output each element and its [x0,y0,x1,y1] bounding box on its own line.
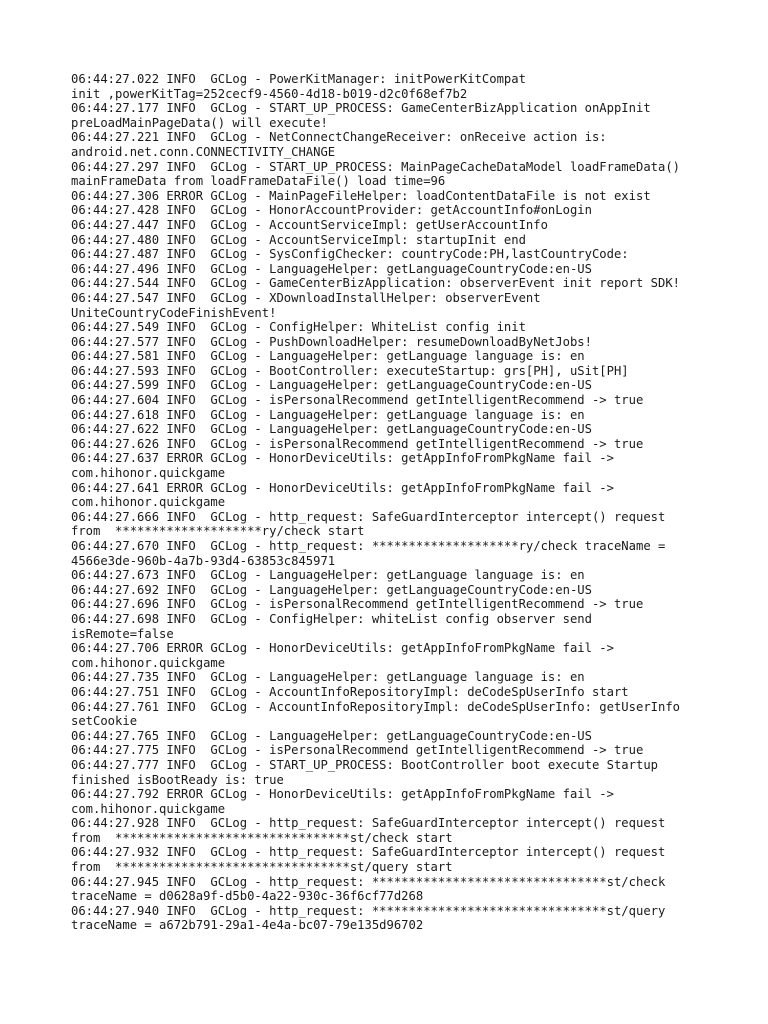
log-line: from ********************************st/check start [71,830,453,845]
log-line: 06:44:27.940 INFO GCLog - http_request: ********************************st/query [71,903,666,918]
log-line: 06:44:27.544 INFO GCLog - GameCenterBizApplication: observerEvent init report SDK! [71,276,681,291]
log-line: 06:44:27.792 ERROR GCLog - HonorDeviceUtils: getAppInfoFromPkgName fail -> [71,787,614,802]
log-line: 06:44:27.599 INFO GCLog - LanguageHelper: getLanguageCountryCode:en-US [71,378,592,393]
log-line: traceName = d0628a9f-d5b0-4a22-930c-36f6cf77d268 [71,889,424,904]
log-line: 06:44:27.761 INFO GCLog - AccountInfoRepositoryImpl: deCodeSpUserInfo: getUserInfo [71,699,681,714]
log-line: 06:44:27.706 ERROR GCLog - HonorDeviceUtils: getAppInfoFromPkgName fail -> [71,641,614,656]
log-line: 06:44:27.932 INFO GCLog - http_request: SafeGuardInterceptor intercept() request [71,845,666,860]
log-line: 06:44:27.622 INFO GCLog - LanguageHelper: getLanguageCountryCode:en-US [71,422,592,437]
log-document [71,72,751,933]
log-line: com.hihonor.quickgame [71,655,226,670]
log-line: finished isBootReady is: true [71,772,284,787]
log-line: from ********************************st/query start [71,860,453,875]
log-line: traceName = a672b791-29a1-4e4a-bc07-79e135d96702 [71,918,424,933]
log-line: 06:44:27.577 INFO GCLog - PushDownloadHelper: resumeDownloadByNetJobs! [71,334,592,349]
log-line: 06:44:27.297 INFO GCLog - START_UP_PROCESS: MainPageCacheDataModel loadFrameData() [71,159,681,174]
log-line: 06:44:27.480 INFO GCLog - AccountServiceImpl: startupInit end [71,232,526,247]
log-line: 06:44:27.692 INFO GCLog - LanguageHelper: getLanguageCountryCode:en-US [71,582,592,597]
log-line: 06:44:27.428 INFO GCLog - HonorAccountProvider: getAccountInfo#onLogin [71,203,592,218]
log-line: 06:44:27.641 ERROR GCLog - HonorDeviceUtils: getAppInfoFromPkgName fail -> [71,480,614,495]
log-line: 06:44:27.698 INFO GCLog - ConfigHelper: whiteList config observer send [71,611,592,626]
log-line: 06:44:27.928 INFO GCLog - http_request: SafeGuardInterceptor intercept() request [71,816,666,831]
log-line: isRemote=false [71,626,174,641]
log-line: from ********************ry/check start [71,524,365,539]
log-line: 06:44:27.696 INFO GCLog - isPersonalRecommend getIntelligentRecommend -> true [71,597,644,612]
log-line: 06:44:27.765 INFO GCLog - LanguageHelper: getLanguageCountryCode:en-US [71,728,592,743]
log-line: 06:44:27.775 INFO GCLog - isPersonalRecommend getIntelligentRecommend -> true [71,743,644,758]
log-line: 06:44:27.593 INFO GCLog - BootController: executeStartup: grs[PH], uSit[PH] [71,363,629,378]
log-line: 06:44:27.751 INFO GCLog - AccountInfoRepositoryImpl: deCodeSpUserInfo start [71,684,629,699]
log-line: 06:44:27.306 ERROR GCLog - MainPageFileHelper: loadContentDataFile is not exist [71,188,651,203]
log-line: UniteCountryCodeFinishEvent! [71,305,277,320]
log-line: 06:44:27.549 INFO GCLog - ConfigHelper: WhiteList config init [71,320,526,335]
log-line: 06:44:27.945 INFO GCLog - http_request: ********************************st/check [71,874,666,889]
log-line: com.hihonor.quickgame [71,801,226,816]
log-line: 06:44:27.673 INFO GCLog - LanguageHelper: getLanguage language is: en [71,568,585,583]
log-line: 06:44:27.447 INFO GCLog - AccountServiceImpl: getUserAccountInfo [71,217,548,232]
log-line: com.hihonor.quickgame [71,466,226,481]
log-line: mainFrameData from loadFrameDataFile() load time=96 [71,174,446,189]
log-line: 06:44:27.487 INFO GCLog - SysConfigChecker: countryCode:PH,lastCountryCode: [71,247,629,262]
log-line: setCookie [71,714,138,729]
log-line: 4566e3de-960b-4a7b-93d4-63853c845971 [71,553,336,568]
log-line: 06:44:27.626 INFO GCLog - isPersonalRecommend getIntelligentRecommend -> true [71,436,644,451]
log-line: 06:44:27.547 INFO GCLog - XDownloadInstallHelper: observerEvent [71,290,541,305]
log-line: android.net.conn.CONNECTIVITY_CHANGE [71,144,336,159]
log-line: 06:44:27.618 INFO GCLog - LanguageHelper: getLanguage language is: en [71,407,585,422]
log-line: 06:44:27.666 INFO GCLog - http_request: SafeGuardInterceptor intercept() request [71,509,666,524]
log-line: 06:44:27.735 INFO GCLog - LanguageHelper: getLanguage language is: en [71,670,585,685]
log-line: 06:44:27.637 ERROR GCLog - HonorDeviceUtils: getAppInfoFromPkgName fail -> [71,451,614,466]
log-line: 06:44:27.177 INFO GCLog - START_UP_PROCESS: GameCenterBizApplication onAppInit [71,101,651,116]
log-line: 06:44:27.670 INFO GCLog - http_request: ********************ry/check traceName = [71,539,666,553]
log-line: preLoadMainPageData() will execute! [71,115,328,130]
log-line: init ,powerKitTag=252cecf9-4560-4d18-b019-d2c0f68ef7b2 [71,86,468,101]
log-line: 06:44:27.581 INFO GCLog - LanguageHelper: getLanguage language is: en [71,349,585,364]
log-line: 06:44:27.604 INFO GCLog - isPersonalRecommend getIntelligentRecommend -> true [71,393,644,408]
log-line: 06:44:27.496 INFO GCLog - LanguageHelper: getLanguageCountryCode:en-US [71,261,592,276]
log-line: 06:44:27.777 INFO GCLog - START_UP_PROCESS: BootController boot execute Startup [71,757,658,772]
log-line: com.hihonor.quickgame [71,495,226,510]
log-line: 06:44:27.022 INFO GCLog - PowerKitManager: initPowerKitCompat [71,72,526,86]
log-line: 06:44:27.221 INFO GCLog - NetConnectChangeReceiver: onReceive action is: [71,130,607,145]
